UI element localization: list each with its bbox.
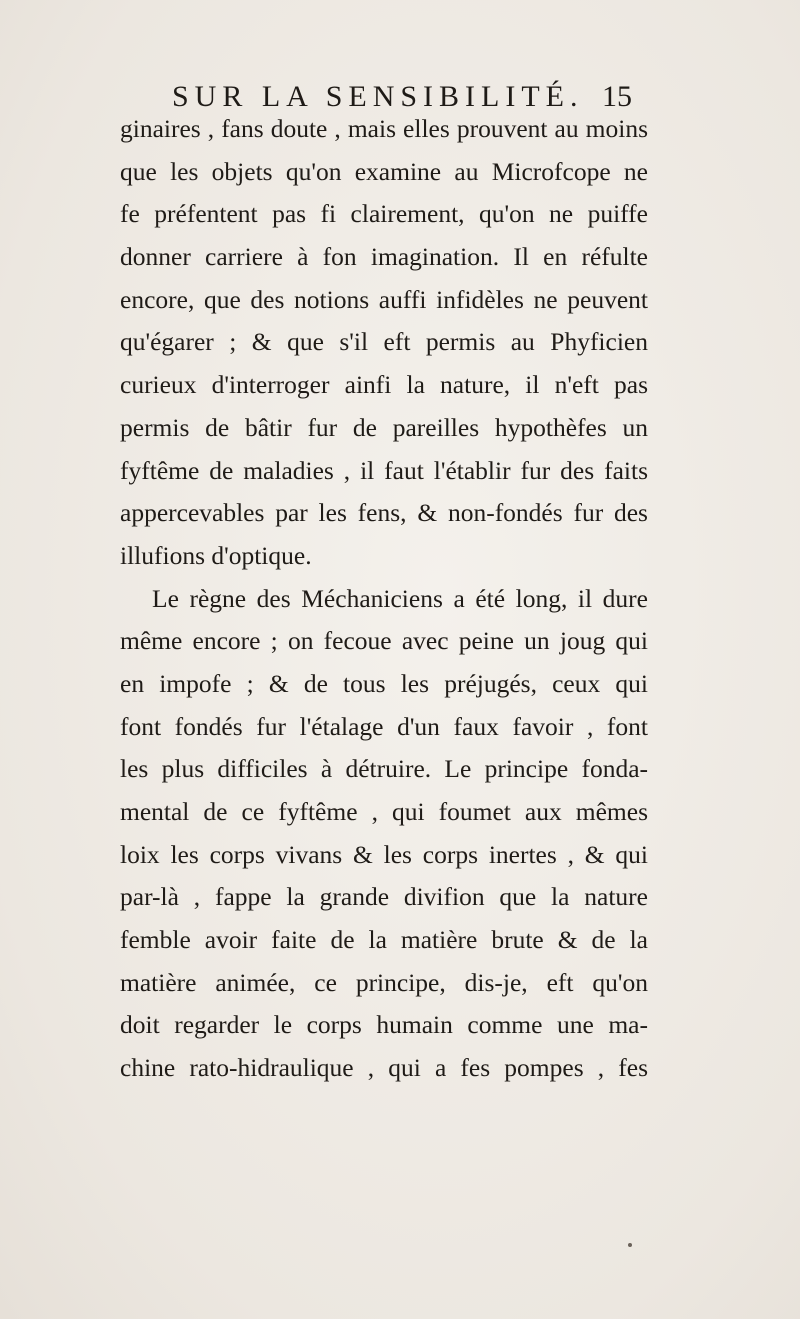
ink-speck — [628, 1243, 632, 1247]
text-line: qu'égarer ; & que s'il eft permis au Phyficien — [120, 327, 648, 357]
text-line: loix les corps vivans & les corps inertes , & qui — [120, 839, 648, 869]
text-line: par-là , fappe la grande divifion que la nature — [120, 882, 648, 912]
text-line: en impofe ; & de tous les préjugés, ceux qui — [120, 668, 648, 698]
text-line: chine rato-hidraulique , qui a fes pompes , fes — [120, 1053, 648, 1083]
text-line: doit regarder le corps humain comme une ma- — [120, 1010, 648, 1040]
body-text — [120, 108, 648, 1090]
text-line: femble avoir faite de la matière brute & de la — [120, 925, 648, 955]
text-line: mental de ce fyftême , qui foumet aux mêmes — [120, 797, 648, 826]
text-line: que les objets qu'on examine au Microfcope ne — [120, 156, 648, 186]
running-title: SUR LA SENSIBILITÉ. — [172, 80, 584, 113]
text-line: permis de bâtir fur de pareilles hypothèfes un — [120, 412, 648, 442]
text-line: illufions d'optique. — [120, 540, 312, 570]
text-line: matière animée, ce principe, dis-je, eft qu'on — [120, 967, 648, 997]
text-line: fe préfentent pas fi clairement, qu'on ne puiffe — [120, 199, 648, 229]
text-line: donner carriere à fon imagination. Il en réfulte — [120, 242, 648, 272]
text-line: appercevables par les fens, & non-fondés fur des — [120, 498, 648, 528]
text-line: curieux d'interroger ainfi la nature, il n'eft pas — [120, 370, 648, 400]
page-number: 15 — [602, 80, 632, 113]
text-line: les plus difficiles à détruire. Le principe fonda- — [120, 754, 648, 784]
text-line: même encore ; on fecoue avec peine un joug qui — [120, 626, 648, 656]
text-line: ginaires , fans doute , mais elles prouvent au moins — [120, 114, 648, 143]
text-line: fyftême de maladies , il faut l'établir fur des faits — [120, 455, 648, 485]
text-line: Le règne des Méchaniciens a été long, il dure — [152, 583, 648, 613]
text-line: encore, que des notions auffi infidèles ne peuvent — [120, 284, 648, 314]
text-line: font fondés fur l'étalage d'un faux favoir , font — [120, 711, 648, 741]
